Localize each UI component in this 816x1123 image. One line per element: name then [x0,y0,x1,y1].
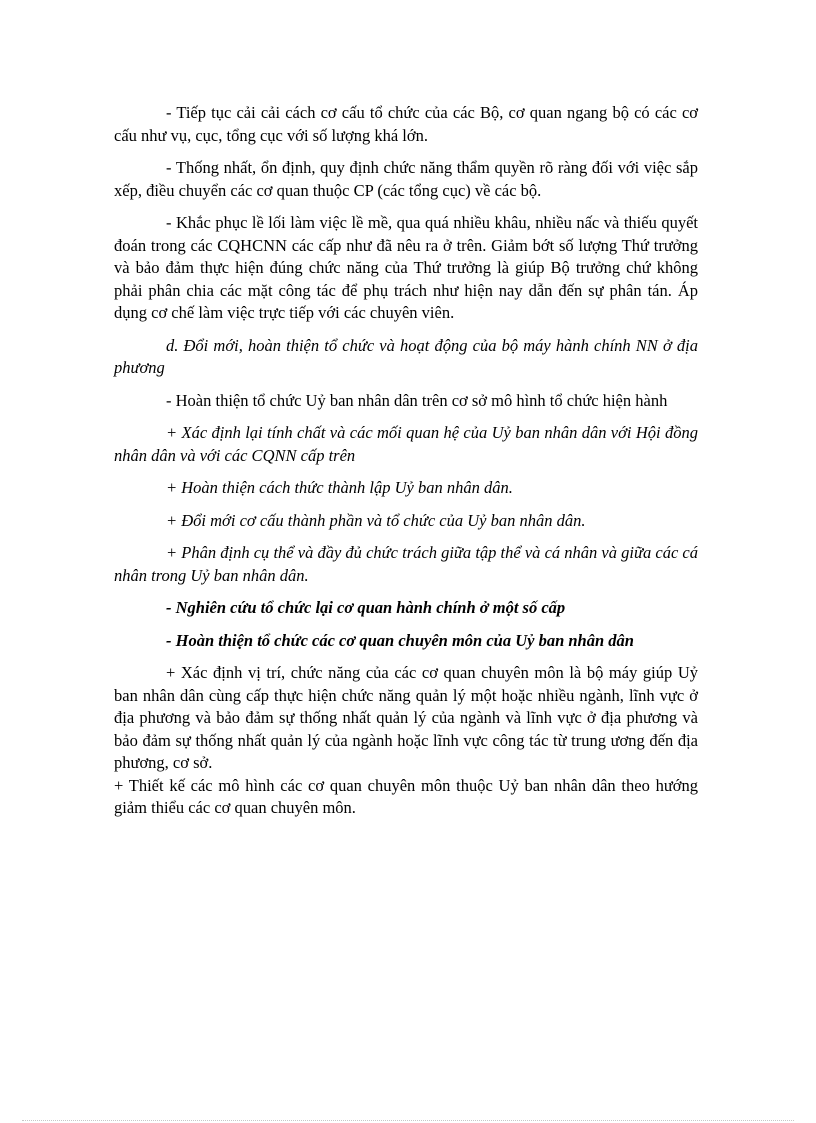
list-item-relationships: + Xác định lại tính chất và các mối quan hệ của Uỷ ban nhân dân với Hội đồng nhân dân và với các CQNN cấp trên [114,423,698,465]
list-item-composition: + Đổi mới cơ cấu thành phần và tổ chức của Uỷ ban nhân dân. [166,510,586,530]
document-body [114,102,698,830]
subheading-specialized-agencies: - Hoàn thiện tổ chức các cơ quan chuyên môn của Uỷ ban nhân dân [166,630,634,650]
subheading-reorganize-levels: - Nghiên cứu tổ chức lại cơ quan hành chính ở một số cấp [166,598,566,617]
paragraph-working-style: - Khắc phục lề lối làm việc lề mề, qua quá nhiều khâu, nhiều nấc và thiếu quyết đoán trong các CQHCNN các cấp như đã nêu ra ở trên. Giảm bớt số lượng Thứ trưởng và bảo đảm thực hiện đúng chức năng của Thứ trưởng là giúp Bộ trưởng chứ không phải phân chia các mặt công tác để phụ trách như hiện nay dẫn đến sự phân tán. Áp dụng cơ chế làm việc trực tiếp với các chuyên viên. [114,213,698,322]
footer-divider [22,1120,794,1121]
paragraph-agency-position: + Xác định vị trí, chức năng của các cơ quan chuyên môn là bộ máy giúp Uỷ ban nhân dân cùng cấp thực hiện chức năng quản lý một hoặc nhiều ngành, lĩnh vực ở địa phương và bảo đảm sự thống nhất quản lý của ngành và lĩnh vực ở địa phương và bảo đảm sự thống nhất quản lý của ngành hoặc lĩnh vực công tác từ trung ương đến địa phương, cơ sở. [114,663,698,772]
paragraph-people-committee: - Hoàn thiện tổ chức Uỷ ban nhân dân trên cơ sở mô hình tổ chức hiện hành [166,390,668,410]
paragraph-unify-functions: - Thống nhất, ổn định, quy định chức năng thẩm quyền rõ ràng đối với việc sắp xếp, điều chuyển các cơ quan thuộc CP (các tổng cục) về các bộ. [114,158,698,200]
paragraph-agency-models: + Thiết kế các mô hình các cơ quan chuyên môn thuộc Uỷ ban nhân dân theo hướng giảm thiểu các cơ quan chuyên môn. [114,775,698,817]
paragraph-restructure-ministries: - Tiếp tục cải cải cách cơ cấu tổ chức của các Bộ, cơ quan ngang bộ có các cơ cấu như vụ, cục, tổng cục với số lượng khá lớn. [114,103,698,145]
list-item-responsibilities: + Phân định cụ thể và đầy đủ chức trách giữa tập thể và cá nhân và giữa các cá nhân trong Uỷ ban nhân dân. [114,543,698,585]
list-item-establishment: + Hoàn thiện cách thức thành lập Uỷ ban nhân dân. [166,478,513,497]
section-heading-d: d. Đổi mới, hoàn thiện tổ chức và hoạt động của bộ máy hành chính NN ở địa phương [114,335,698,377]
